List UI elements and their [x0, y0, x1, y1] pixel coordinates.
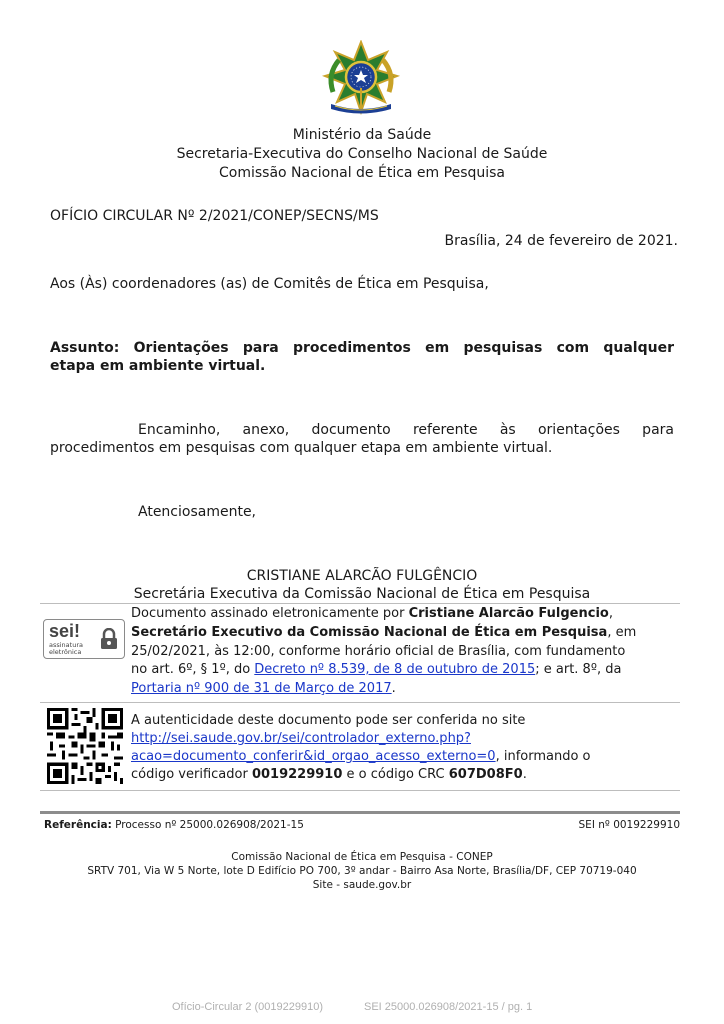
authenticity-line-3: [131, 748, 591, 766]
reference-label: Referência:: [44, 819, 112, 831]
crc-code: 607D08F0: [448, 767, 523, 782]
signature-prefix: Documento assinado eletronicamente por: [131, 606, 409, 621]
signature-comma: ,: [608, 606, 613, 621]
authenticity-line-1: A autenticidade deste documento pode ser conferida no site: [131, 713, 526, 728]
page-footer-right: SEI 25000.026908/2021-15 / pg. 1: [364, 1001, 533, 1013]
authenticity-informing: , informando o: [495, 749, 591, 764]
signature-legal-prefix: no art. 6º, § 1º, do: [131, 662, 255, 677]
sei-electronic-signature-seal: [43, 619, 125, 659]
recipient-line: Aos (Às) coordenadores (as) de Comitês de Ética em Pesquisa,: [50, 276, 489, 292]
place-date: Brasília, 24 de fevereiro de 2021.: [444, 233, 678, 249]
commission-name: Comissão Nacional de Ética em Pesquisa: [218, 165, 506, 181]
ministry-name: Ministério da Saúde: [292, 127, 432, 143]
page-footer-left: Ofício-Circular 2 (0019229910): [172, 1001, 324, 1013]
signature-legal-suffix: ; e art. 8º, da: [535, 662, 622, 677]
secretariat-name: Secretaria-Executiva do Conselho Nacional de Saúde: [176, 146, 548, 162]
authenticity-line-4: [131, 766, 527, 784]
verifier-code: 0019229910: [251, 767, 343, 782]
seal-logo-text: sei!: [49, 621, 81, 641]
signature-period: .: [391, 681, 396, 696]
reference-line: [44, 818, 304, 833]
verification-url-link[interactable]: http://sei.saude.gov.br/sei/controlador_externo.php?: [131, 731, 471, 746]
body-line-1: Encaminho, anexo, documento referente às orientações para: [138, 422, 674, 438]
signature-info-line-1: [131, 605, 613, 623]
signer-name: CRISTIANE ALARCÃO FULGÊNCIO: [246, 568, 478, 584]
reference-divider: [40, 811, 680, 814]
qr-code-icon: [47, 708, 123, 784]
body-line-2: procedimentos em pesquisas com qualquer etapa em ambiente virtual.: [50, 440, 553, 456]
verifier-code-label: código verificador: [131, 767, 252, 782]
office-number: OFÍCIO CIRCULAR Nº 2/2021/CONEP/SECNS/MS: [50, 208, 379, 224]
signature-info-line-4: [131, 661, 621, 679]
seal-subtitle-1: assinatura: [49, 641, 83, 649]
signer-name-bold: Cristiane Alarcão Fulgencio: [408, 606, 609, 621]
sei-number: SEI nº 0019229910: [578, 819, 680, 831]
footer-address: SRTV 701, Via W 5 Norte, lote D Edifício PO 700, 3º andar - Bairro Asa Norte, Brasília/DF, CEP 70719-040: [87, 865, 637, 877]
divider-top: [40, 603, 680, 604]
crc-label: e o código CRC: [342, 767, 449, 782]
signer-role-bold: Secretário Executivo da Comissão Nacional de Ética em Pesquisa: [131, 625, 608, 640]
decree-link[interactable]: Decreto nº 8.539, de 8 de outubro de 2015: [254, 662, 536, 677]
seal-subtitle-2: eletrônica: [49, 648, 82, 656]
portaria-link[interactable]: Portaria nº 900 de 31 de Março de 2017: [131, 681, 392, 696]
signature-em: , em: [607, 625, 637, 640]
authenticity-line-2: [131, 730, 471, 748]
authenticity-period: .: [522, 767, 527, 782]
brazil-coat-of-arms-logo: [321, 40, 401, 116]
signature-info-line-2: [131, 624, 636, 642]
footer-site: Site - saude.gov.br: [312, 879, 412, 891]
subject-line-2: etapa em ambiente virtual.: [50, 358, 266, 374]
padlock-icon: [100, 628, 118, 650]
divider-bottom: [40, 790, 680, 791]
verification-url-link-cont[interactable]: acao=documento_conferir&id_orgao_acesso_externo=0: [131, 749, 496, 764]
signer-title: Secretária Executiva da Comissão Nacional de Ética em Pesquisa: [133, 586, 591, 602]
signature-info-line-3: 25/02/2021, às 12:00, conforme horário oficial de Brasília, com fundamento: [131, 644, 626, 659]
closing-text: Atenciosamente,: [138, 504, 257, 520]
divider-middle: [40, 702, 680, 703]
footer-commission: Comissão Nacional de Ética em Pesquisa - CONEP: [231, 851, 493, 863]
signature-info-line-5: [131, 680, 396, 698]
reference-process: Processo nº 25000.026908/2021-15: [111, 819, 304, 831]
subject-line-1: Assunto: Orientações para procedimentos em pesquisas com qualquer: [50, 340, 674, 356]
